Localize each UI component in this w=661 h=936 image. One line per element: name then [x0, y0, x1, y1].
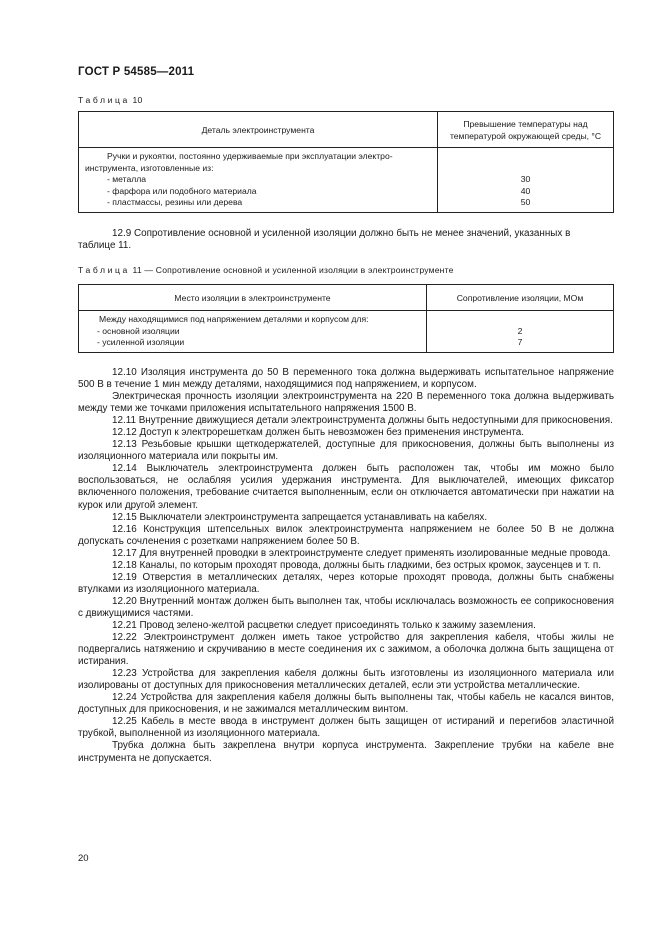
- table-caption-number: 10: [132, 95, 143, 105]
- table-row-label: - металла: [107, 174, 147, 185]
- paragraph: 12.10 Изоляция инструмента до 50 В переменного тока должна выдерживать испытательное напряжение 500 В в течение 1 мин между деталями, находящимися под напряжением, и корпусом.: [78, 367, 614, 391]
- paragraph: 12.20 Внутренний монтаж должен быть выполнен так, чтобы исключалась возможность ее соприкосновения с движущимися частями.: [78, 595, 614, 619]
- paragraph: 12.12 Доступ к электрорешеткам должен быть невозможен без применения инструмента.: [112, 427, 525, 439]
- paragraph-line: 12.9 Сопротивление основной и усиленной изоляции должно быть не менее значений, указанных в: [112, 228, 571, 239]
- paragraph: 12.25 Кабель в месте ввода в инструмент должен быть защищен от истираний и перегибов эластичной трубкой, выполненной из изоляционного материала.: [78, 716, 614, 740]
- table-11-header-resistance: Сопротивление изоляции, МОм: [427, 285, 614, 311]
- table-caption-word: Таблица: [78, 95, 130, 105]
- paragraph: 12.19 Отверстия в металлических деталях, через которые проходят провода, должны быть снабжены втулками из изоляционного материала.: [78, 571, 614, 595]
- table-row-value: 30: [520, 174, 531, 185]
- page-number: 20: [78, 853, 89, 864]
- table-row-label: - фарфора или подобного материала: [107, 185, 257, 196]
- paragraph-12-9: [78, 228, 614, 252]
- table-11: [78, 284, 614, 353]
- paragraph: 12.15 Выключатели электроинструмента запрещается устанавливать на кабелях.: [112, 511, 488, 523]
- table-10-body-values: [438, 148, 614, 213]
- paragraph: 12.13 Резьбовые крышки щеткодержателей, доступные для прикосновения, должны быть выполнены из изоляционного материала или покрыты им.: [78, 439, 614, 463]
- table-caption-word: Таблица: [78, 265, 130, 275]
- table-caption-text: 11 — Сопротивление основной и усиленной изоляции в электроинструменте: [132, 265, 454, 275]
- table-10-caption: [78, 95, 142, 105]
- paragraph-line: таблице 11.: [78, 240, 132, 252]
- table-11-header-place: Место изоляции в электроинструменте: [79, 285, 427, 311]
- paragraph: Электрическая прочность изоляции электроинструмента на 220 В переменного тока должна выдерживать между теми же точками приложения испытательного напряжения 1500 В.: [78, 391, 614, 415]
- paragraph: 12.16 Конструкция штепсельных вилок электроинструмента напряжением не более 50 В не должна допускать сочленения с розетками напряжением более 50 В.: [78, 523, 614, 547]
- paragraph: 12.18 Каналы, по которым проходят провода, должны быть гладкими, без острых кромок, заусенцев и т. п.: [112, 559, 601, 571]
- table-row-label: - пластмассы, резины или дерева: [107, 197, 243, 208]
- table-11-body-labels: [79, 311, 427, 353]
- paragraph: 12.11 Внутренние движущиеся детали электроинструмента должны быть недоступными для прикосновения.: [112, 415, 613, 427]
- paragraph: 12.24 Устройства для закрепления кабеля должны быть выполнены так, чтобы кабель не касался винтов, доступных для прикосновения, и не зажимался металлическим винтом.: [78, 692, 614, 716]
- table-11-caption: [78, 265, 454, 275]
- table-10-intro: Ручки и рукоятки, постоянно удерживаемые при эксплуатации электро-: [107, 151, 393, 161]
- table-11-body-values: [427, 311, 614, 353]
- table-row-value: 2: [517, 325, 523, 336]
- paragraph: 12.23 Устройства для закрепления кабеля должны быть изготовлены из изоляционного материала или изолированы от доступных для прикосновения металлических деталей, если эти устройства металлические.: [78, 668, 614, 692]
- table-row-label: - основной изоляции: [97, 325, 180, 336]
- table-10-header-detail: Деталь электроинструмента: [79, 112, 438, 148]
- table-10: [78, 111, 614, 213]
- paragraph: 12.17 Для внутренней проводки в электроинструменте следует применять изолированные медные провода.: [112, 547, 611, 559]
- table-row-value: 50: [520, 197, 531, 208]
- header-line: Превышение температуры над: [463, 118, 588, 129]
- table-row-label: - усиленной изоляции: [97, 337, 185, 348]
- body-text: [78, 367, 614, 765]
- table-10-body-labels: [79, 148, 438, 213]
- paragraph: 12.14 Выключатель электроинструмента должен быть расположен так, чтобы им можно было воспользоваться, не ослабляя усилия удержания инструмента. Для выключателей, имеющих фиксатор включенного положения, требование считается выполненным, если он отключается автоматически при нажатии на курок или другой элемент.: [78, 463, 614, 511]
- paragraph: 12.21 Провод зелено-желтой расцветки следует присоединять только к зажиму заземления.: [112, 619, 536, 631]
- table-10-intro: инструмента, изготовленные из:: [85, 162, 214, 173]
- paragraph: 12.22 Электроинструмент должен иметь такое устройство для закрепления кабеля, чтобы жилы не подвергались натяжению и скручиванию в месте соединения их с зажимом, а оболочка должна быть защищена от истирания.: [78, 632, 614, 668]
- table-row-value: 40: [520, 185, 531, 196]
- document-header: ГОСТ Р 54585—2011: [78, 66, 195, 78]
- header-line: температурой окружающей среды, °С: [449, 130, 602, 141]
- table-11-intro: Между находящимися под напряжением деталями и корпусом для:: [99, 314, 369, 324]
- table-row-value: 7: [517, 337, 523, 348]
- table-10-header-temperature: [438, 112, 614, 148]
- paragraph: Трубка должна быть закреплена внутри корпуса инструмента. Закрепление трубки на кабеле вне инструмента не допускается.: [78, 740, 614, 764]
